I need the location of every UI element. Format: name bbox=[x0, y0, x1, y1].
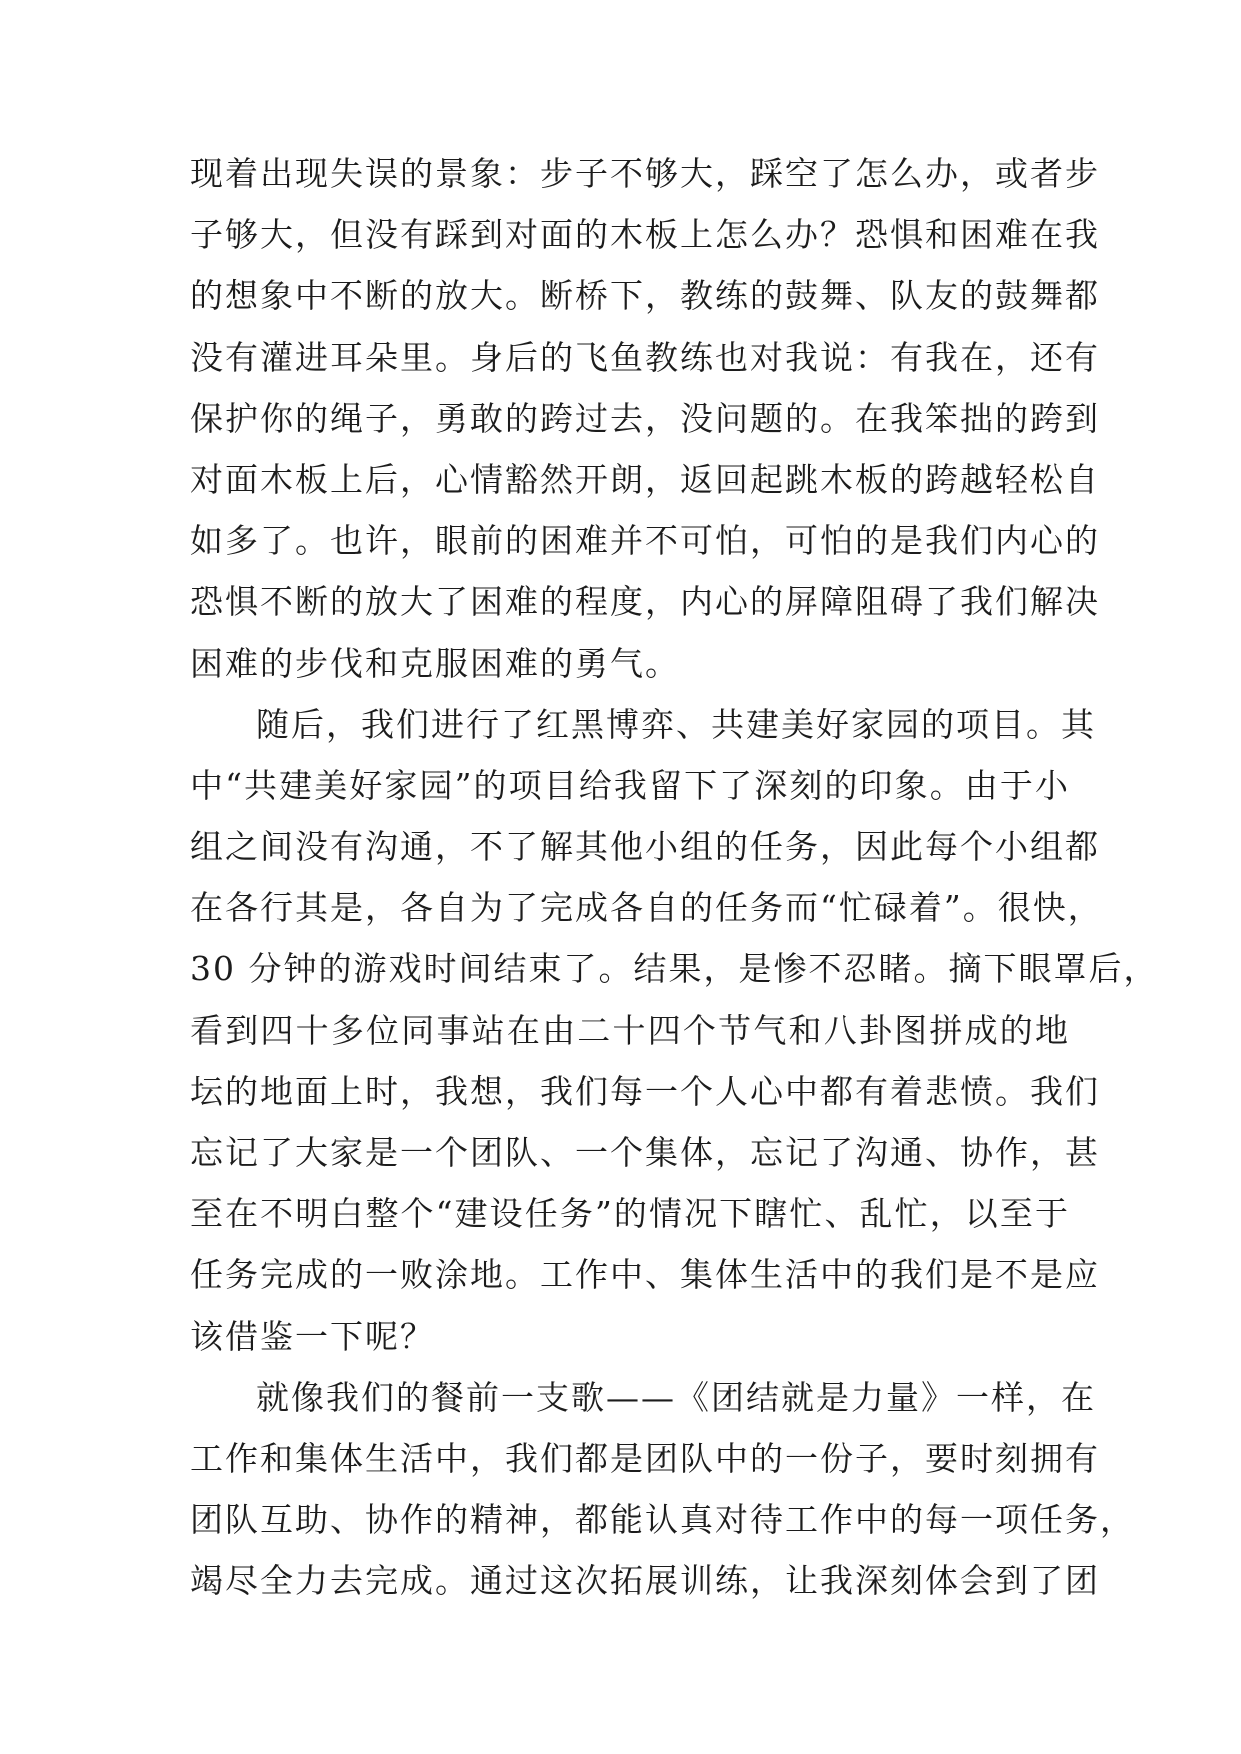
text-line: 恐惧不断的放大了困难的程度，内心的屏障阻碍了我们解决 bbox=[190, 582, 1100, 622]
text-line: 没有灌进耳朵里。身后的飞鱼教练也对我说：有我在，还有 bbox=[190, 337, 1100, 377]
text-line: 如多了。也许，眼前的困难并不可怕，可怕的是我们内心的 bbox=[190, 521, 1100, 561]
text-line: 困难的步伐和克服困难的勇气。 bbox=[190, 643, 680, 683]
text-line: 现着出现失误的景象：步子不够大，踩空了怎么办，或者步 bbox=[190, 154, 1100, 193]
text-line: 在各行其是，各自为了完成各自的任务而“忙碌着”。很快， bbox=[190, 888, 1103, 928]
text-line: 该借鉴一下呢？ bbox=[190, 1316, 435, 1356]
text-line: 30 分钟的游戏时间结束了。结果，是惨不忍睹。摘下眼罩后， bbox=[190, 949, 1159, 989]
text-line: 工作和集体生活中，我们都是团队中的一份子，要时刻拥有 bbox=[190, 1438, 1100, 1478]
text-line: 子够大，但没有踩到对面的木板上怎么办？恐惧和困难在我 bbox=[190, 215, 1100, 255]
text-line: 忘记了大家是一个团队、一个集体，忘记了沟通、协作，甚 bbox=[190, 1133, 1100, 1172]
text-line: 看到四十多位同事站在由二十四个节气和八卦图拼成的地 bbox=[190, 1010, 1070, 1050]
paragraph-first-line: 就像我们的餐前一支歌——《团结就是力量》一样，在 bbox=[256, 1377, 1096, 1417]
text-line: 保护你的绳子，勇敢的跨过去，没问题的。在我笨拙的跨到 bbox=[190, 398, 1100, 438]
text-line: 组之间没有沟通，不了解其他小组的任务，因此每个小组都 bbox=[190, 827, 1100, 867]
text-line: 的想象中不断的放大。断桥下，教练的鼓舞、队友的鼓舞都 bbox=[190, 276, 1100, 316]
text-line: 任务完成的一败涂地。工作中、集体生活中的我们是不是应 bbox=[190, 1255, 1100, 1295]
paragraph-first-line: 随后，我们进行了红黑博弈、共建美好家园的项目。其 bbox=[256, 704, 1096, 744]
text-line: 团队互助、协作的精神，都能认真对待工作中的每一项任务， bbox=[190, 1500, 1135, 1540]
text-line: 中“共建美好家园”的项目给我留下了深刻的印象。由于小 bbox=[190, 765, 1070, 805]
text-line: 坛的地面上时，我想，我们每一个人心中都有着悲愤。我们 bbox=[190, 1071, 1100, 1111]
text-line: 至在不明白整个“建设任务”的情况下瞎忙、乱忙，以至于 bbox=[190, 1194, 1070, 1234]
body-text bbox=[190, 143, 1159, 1612]
text-line: 竭尽全力去完成。通过这次拓展训练，让我深刻体会到了团 bbox=[190, 1561, 1100, 1601]
text-line: 对面木板上后，心情豁然开朗，返回起跳木板的跨越轻松自 bbox=[190, 459, 1100, 499]
